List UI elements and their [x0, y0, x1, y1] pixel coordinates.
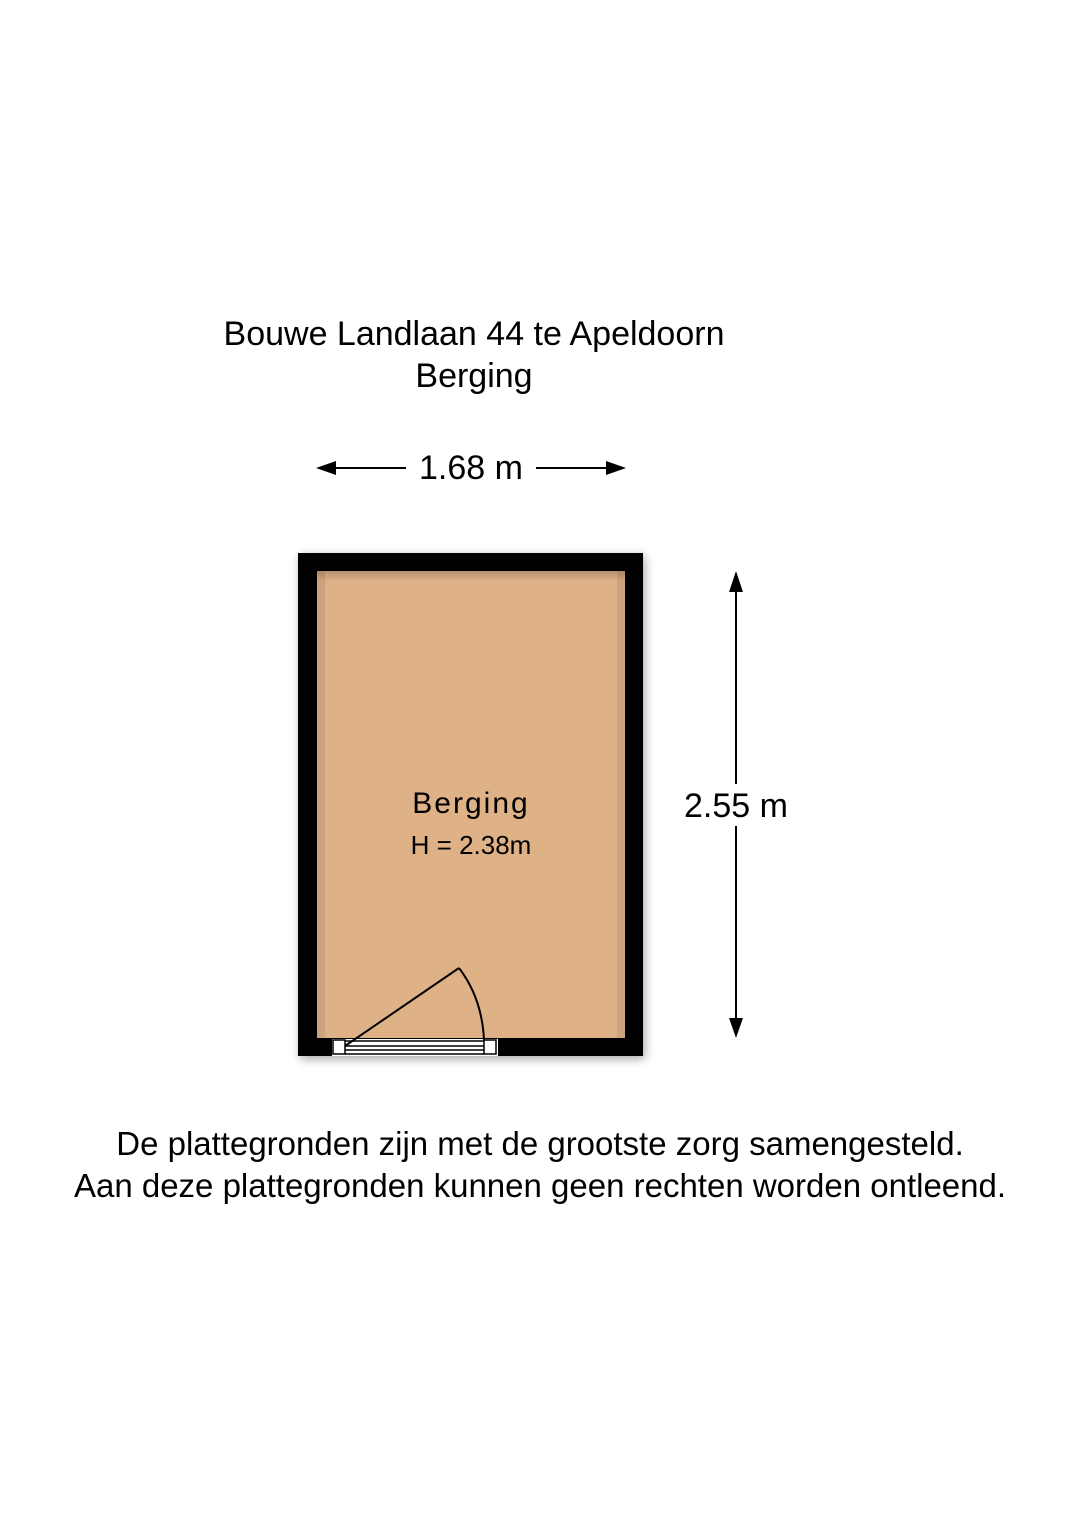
room-height-label: H = 2.38m — [410, 830, 532, 860]
arrow-down-icon — [729, 1018, 743, 1038]
disclaimer-line-1: De plattegronden zijn met de grootste zorg samengesteld. — [116, 1125, 964, 1162]
depth-dimension-label: 2.55 m — [672, 786, 800, 826]
width-dimension-label: 1.68 m — [419, 449, 523, 487]
arrow-right-icon — [606, 461, 626, 475]
disclaimer-line-2: Aan deze plattegronden kunnen geen rechten worden ontleend. — [73, 1167, 1007, 1204]
address-title: Bouwe Landlaan 44 te Apeldoorn — [223, 315, 725, 353]
arrow-up-icon — [729, 571, 743, 592]
arrow-left-icon — [316, 461, 336, 475]
floor-title: Berging — [415, 357, 533, 395]
room-name-label: Berging — [412, 787, 530, 820]
